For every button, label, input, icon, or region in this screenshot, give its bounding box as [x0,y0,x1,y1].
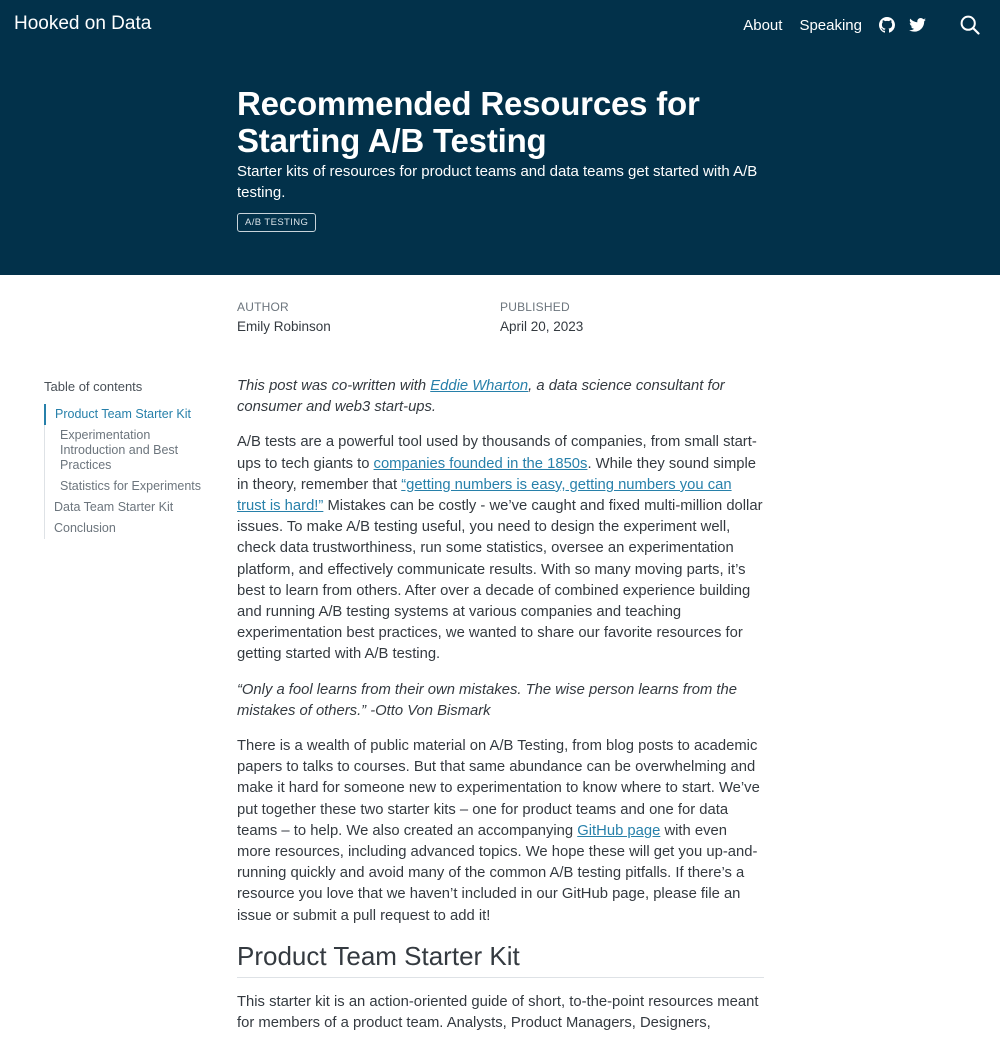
nav-link-speaking[interactable]: Speaking [799,16,862,34]
published-heading: PUBLISHED [500,300,570,314]
nav-links [743,0,980,50]
nav-link-about[interactable]: About [743,16,783,34]
published-block [500,300,583,334]
twitter-icon[interactable] [909,18,926,32]
companies-1850s-link[interactable]: companies founded in the 1850s [373,455,588,472]
toc-item-product-team-starter-kit[interactable]: Product Team Starter Kit [44,404,204,425]
section-heading-product-team: Product Team Starter Kit [237,941,764,978]
paragraph-text: Mistakes can be costly - we’ve caught and fixed multi-million dollar issues. To make A/B testing useful, you need to design the experiment well, check data trustworthiness, run some statistics, oversee an experimentation platform, and effectively communicate results. With so many moving parts, it’s best to learn from others. After over a decade of combined experience building and running A/B testing systems at various companies and teaching experimentation best practices, we wanted to share our favorite resources for getting started with A/B testing. [237,498,763,663]
paragraph-ab-tests [237,432,764,665]
site-brand[interactable]: Hooked on Data [14,13,152,34]
table-of-contents [44,379,204,539]
page-title: Recommended Resources for Starting A/B Testing [237,85,700,159]
toc-item-experimentation-introduction[interactable]: Experimentation Introduction and Best Practices [60,428,179,472]
title-banner [0,50,1000,275]
published-date: April 20, 2023 [500,319,584,334]
navbar [0,0,1000,50]
toc-list [44,404,204,539]
eddie-wharton-link[interactable]: Eddie Wharton [430,378,529,394]
intro-text: This post was co-written with [237,378,431,394]
author-heading: AUTHOR [237,300,289,314]
bismark-quote: “Only a fool learns from their own mistakes. The wise person learns from the mistakes of others.” -Otto Von Bismark [237,681,738,719]
paragraph-text: There is a wealth of public material on A/B Testing, from blog posts to academic papers to talks to courses. But that same abundance can be overwhelming and make it hard for someone new to experimentation to know where to start. We’ve put together these two starter kits – one for product teams and one for data teams – to help. We also created an accompanying [237,738,760,839]
page-subtitle: Starter kits of resources for product teams and data teams get started with A/B testing. [237,163,758,201]
paragraph-text: A/B tests are a powerful tool used by thousands of companies, from small start-ups to tech giants to [237,434,757,472]
toc-item-data-team-starter-kit[interactable]: Data Team Starter Kit [54,500,174,514]
paragraph-text: with even more resources, including advanced topics. We hope these will get you up-and-running quickly and avoid many of the common A/B testing pitfalls. If there’s a resource you love that we haven’t included in our GitHub page, please file an issue or submit a pull request to add it! [237,822,758,924]
author-name: Emily Robinson [237,319,331,334]
paragraph-text: . While they sound simple in theory, remember that [237,455,757,493]
author-block [237,300,331,334]
intro-text-end: , a data science consultant for consumer and web3 start-ups. [237,378,725,416]
github-page-link[interactable]: GitHub page [577,822,661,839]
getting-numbers-link[interactable]: “getting numbers is easy, getting numbers you can trust is hard!” [237,476,732,515]
paragraph-public-material [237,736,764,927]
toc-title: Table of contents [44,379,143,394]
article-body [237,376,764,1048]
category-tag[interactable]: A/B TESTING [237,213,316,232]
intro-paragraph [237,376,764,418]
toc-item-conclusion[interactable]: Conclusion [54,521,116,535]
toc-item-statistics-for-experiments[interactable]: Statistics for Experiments [60,479,202,493]
github-icon[interactable] [879,17,895,33]
paragraph-starter-kit: This starter kit is an action-oriented guide of short, to-the-point resources meant for members of a product team. Analysts, Product Managers, Designers, [237,993,759,1032]
search-icon[interactable] [960,15,980,35]
